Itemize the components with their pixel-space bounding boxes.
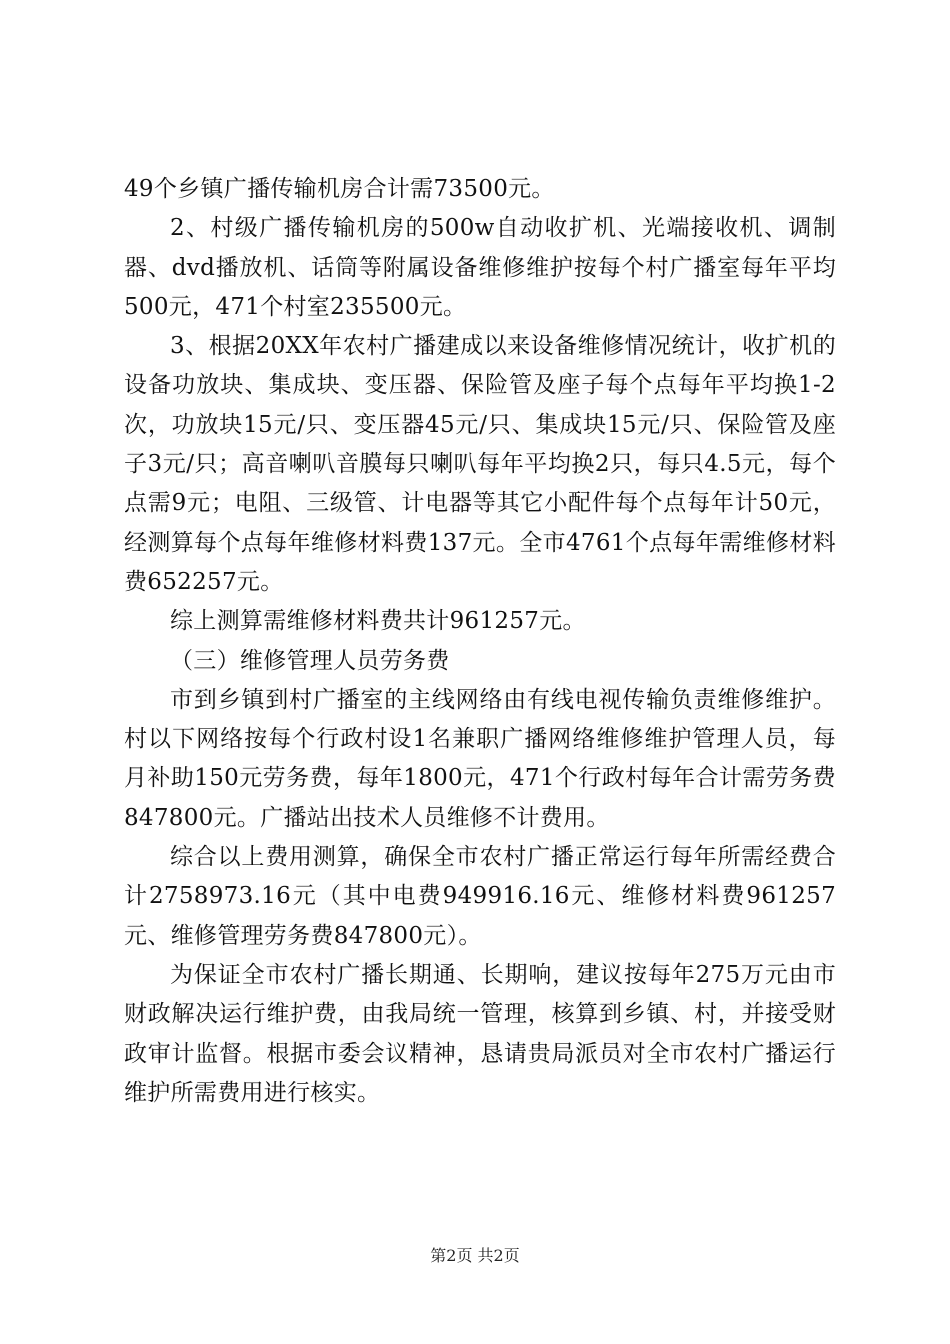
document-body (124, 170, 836, 1113)
paragraph-funding-request: 为保证全市农村广播长期通、长期响，建议按每年275万元由市财政解决运行维护费，由我局统一管理，核算到乡镇、村，并接受财政审计监督。根据市委会议精神，恳请贵局派员对全市农村广播运行维护所需费用进行核实。 (124, 961, 836, 1106)
page-number-label: 第2页 共2页 (430, 1246, 520, 1265)
paragraph-labor-cost: 市到乡镇到村广播室的主线网络由有线电视传输负责维修维护。村以下网络按每个行政村设1名兼职广播网络维修维护管理人员，每月补助150元劳务费，每年1800元，471个行政村每年合计需劳务费847800元。广播站出技术人员维修不计费用。 (124, 686, 836, 831)
paragraph-cost-summary: 综合以上费用测算，确保全市农村广播正常运行每年所需经费合计2758973.16元（其中电费949916.16元、维修材料费961257元、维修管理劳务费847800元）。 (124, 844, 836, 949)
paragraph-village-equipment: 2、村级广播传输机房的500w自动收扩机、光端接收机、调制器、dvd播放机、话筒等附属设备维修维护按每个村广播室每年平均500元，471个村室235500元。 (124, 215, 836, 320)
section-heading-labor-cost: （三）维修管理人员劳务费 (170, 647, 450, 674)
page-footer (0, 1246, 950, 1266)
paragraph-repair-statistics: 3、根据20XX年农村广播建成以来设备维修情况统计，收扩机的设备功放块、集成块、变压器、保险管及座子每个点每年平均换1-2次，功放块15元/只、变压器45元/只、集成块15元/只、保险管及座子3元/只；高音喇叭音膜每只喇叭每年平均换2只，每只4.5元，每个点需9元；电阻、三级管、计电器等其它小配件每个点每年计50元，经测算每个点每年维修材料费137元。全市4761个点每年需维修材料费652257元。 (124, 333, 836, 595)
paragraph-continuation: 49个乡镇广播传输机房合计需73500元。 (124, 176, 555, 202)
paragraph-material-total: 综上测算需维修材料费共计961257元。 (170, 608, 586, 635)
